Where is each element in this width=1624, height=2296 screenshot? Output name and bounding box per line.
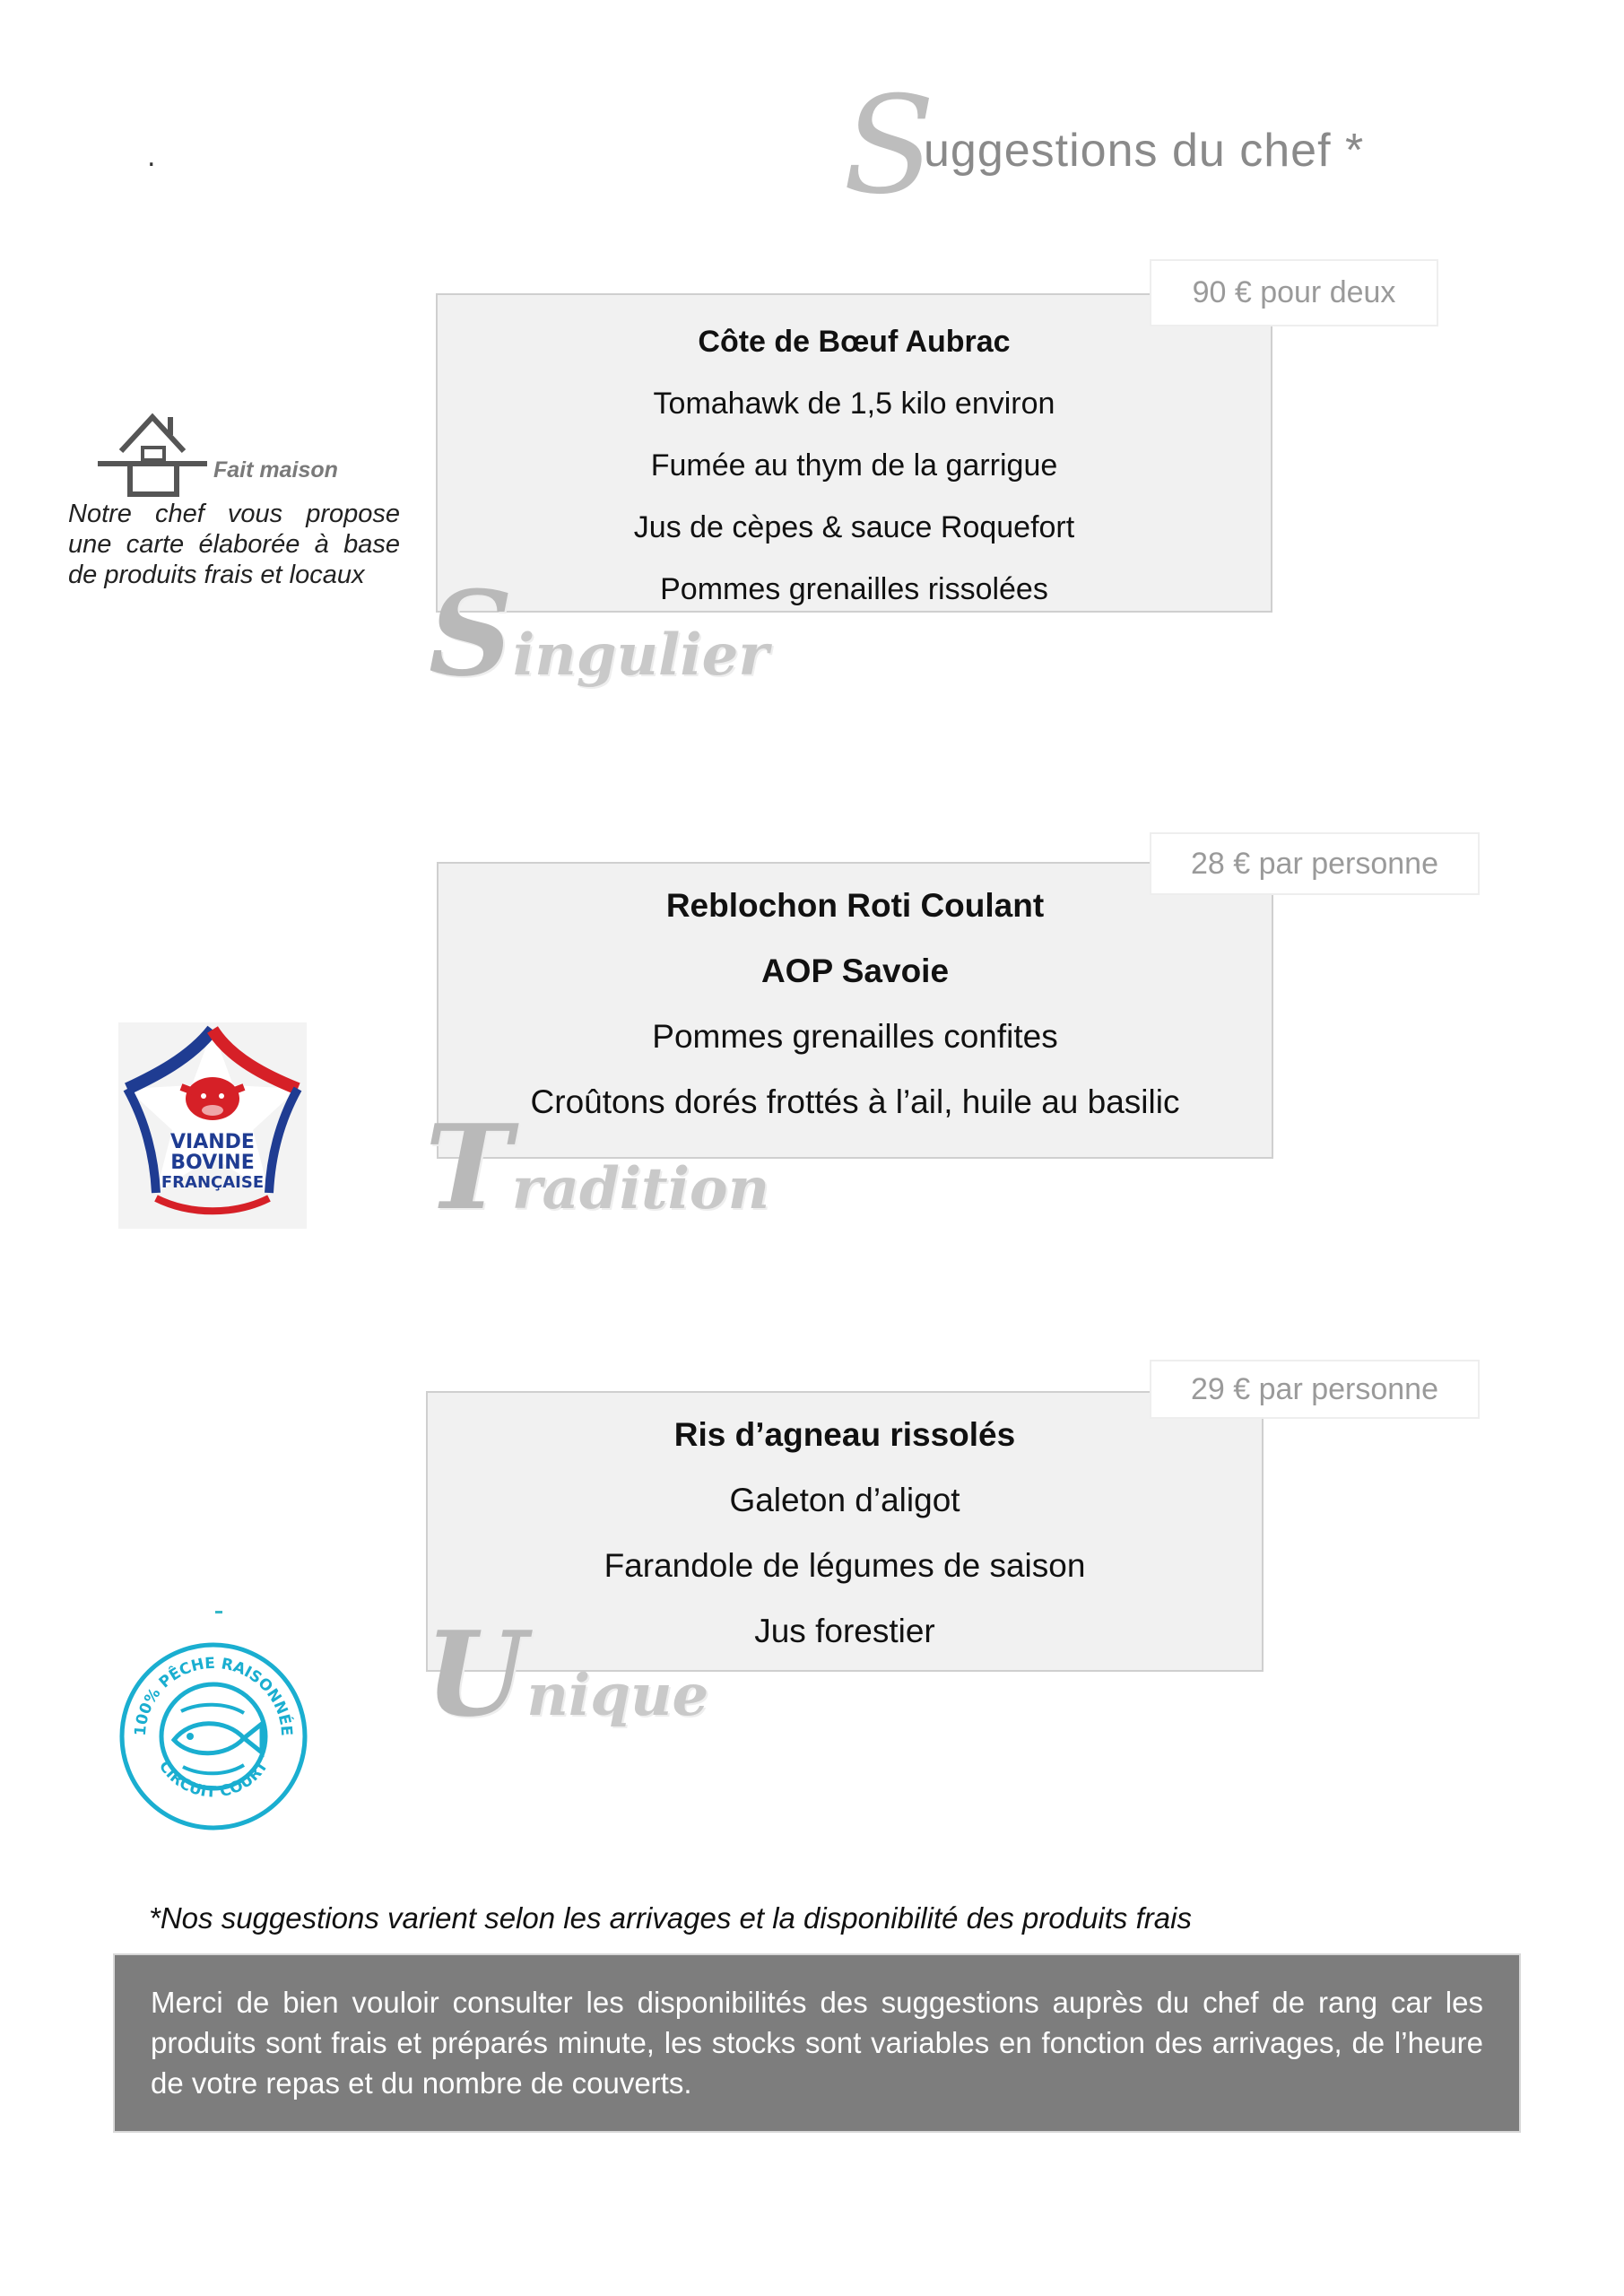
vbf-line-1: VIANDE (170, 1131, 255, 1153)
dish-2-script-rest: radition (511, 1155, 770, 1222)
dish-1-script-initial: S (429, 565, 513, 702)
dish-2-script-initial: T (425, 1099, 512, 1236)
house-icon (94, 408, 211, 507)
dish-3-line-2: Galeton d’aligot (729, 1482, 960, 1518)
vbf-line-3: FRANÇAISE (161, 1173, 265, 1192)
fait-maison-description: Notre chef vous propose une carte élaborée à base de produits frais et locaux (68, 500, 400, 589)
dish-3-script-word (425, 1605, 708, 1743)
vbf-line-2: BOVINE (170, 1152, 255, 1174)
dish-3-script-rest: nique (526, 1662, 709, 1729)
dish-1-name: Côte de Bœuf Aubrac (698, 325, 1011, 359)
dish-3-line-3: Farandole de légumes de saison (604, 1547, 1086, 1584)
peche-bottom-text: CIRCUIT COURT (154, 1757, 273, 1802)
dish-1-price: 90 € pour deux (1150, 259, 1438, 326)
title-text: uggestions du chef * (924, 125, 1365, 177)
dish-1-line-3: Fumée au thym de la garrigue (650, 448, 1058, 483)
dish-3-price: 29 € par personne (1150, 1360, 1480, 1419)
peche-raisonnee-logo (118, 1641, 308, 1831)
dish-2-line-3: Pommes grenailles confites (652, 1018, 1058, 1055)
dish-1-script-rest: ingulier (512, 622, 769, 689)
dish-2-price: 28 € par personne (1150, 832, 1480, 895)
dish-3-script-initial: U (425, 1605, 527, 1743)
dish-3-line-4: Jus forestier (754, 1613, 935, 1649)
viande-bovine-francaise-logo (118, 1022, 307, 1229)
fait-maison-label: Fait maison (213, 457, 338, 483)
teal-mark (215, 1611, 222, 1613)
dish-2-script-word (425, 1099, 769, 1236)
dish-3-name: Ris d’agneau rissolés (673, 1416, 1016, 1453)
notice-text: Merci de bien vouloir consulter les disponibilités des suggestions auprès du chef de rang car les produits sont frais et préparés minute, les stocks sont variables en fonction des arrivages, de l’heure de votre repas et du nombre de couverts. (151, 1986, 1483, 2100)
dish-2-name: Reblochon Roti Coulant (665, 887, 1045, 924)
footnote: *Nos suggestions varient selon les arrivages et la disponibilité des produits frais (149, 1901, 1192, 1935)
title-initial: S (843, 68, 935, 224)
dish-1-script-word (429, 565, 769, 702)
stray-mark: . (147, 142, 156, 173)
dish-2-line-4: Croûtons dorés frottés à l’ail, huile au basilic (530, 1083, 1180, 1120)
dish-2-line-2: AOP Savoie (760, 952, 950, 989)
notice-box (113, 1953, 1521, 2133)
dish-1-line-5: Pommes grenailles rissolées (660, 572, 1048, 606)
dish-1-line-4: Jus de cèpes & sauce Roquefort (633, 510, 1075, 544)
peche-top-text: 100% PÊCHE RAISONNÉE (131, 1654, 296, 1737)
dish-1-line-2: Tomahawk de 1,5 kilo environ (653, 387, 1055, 421)
fish-icon (174, 1724, 244, 1753)
